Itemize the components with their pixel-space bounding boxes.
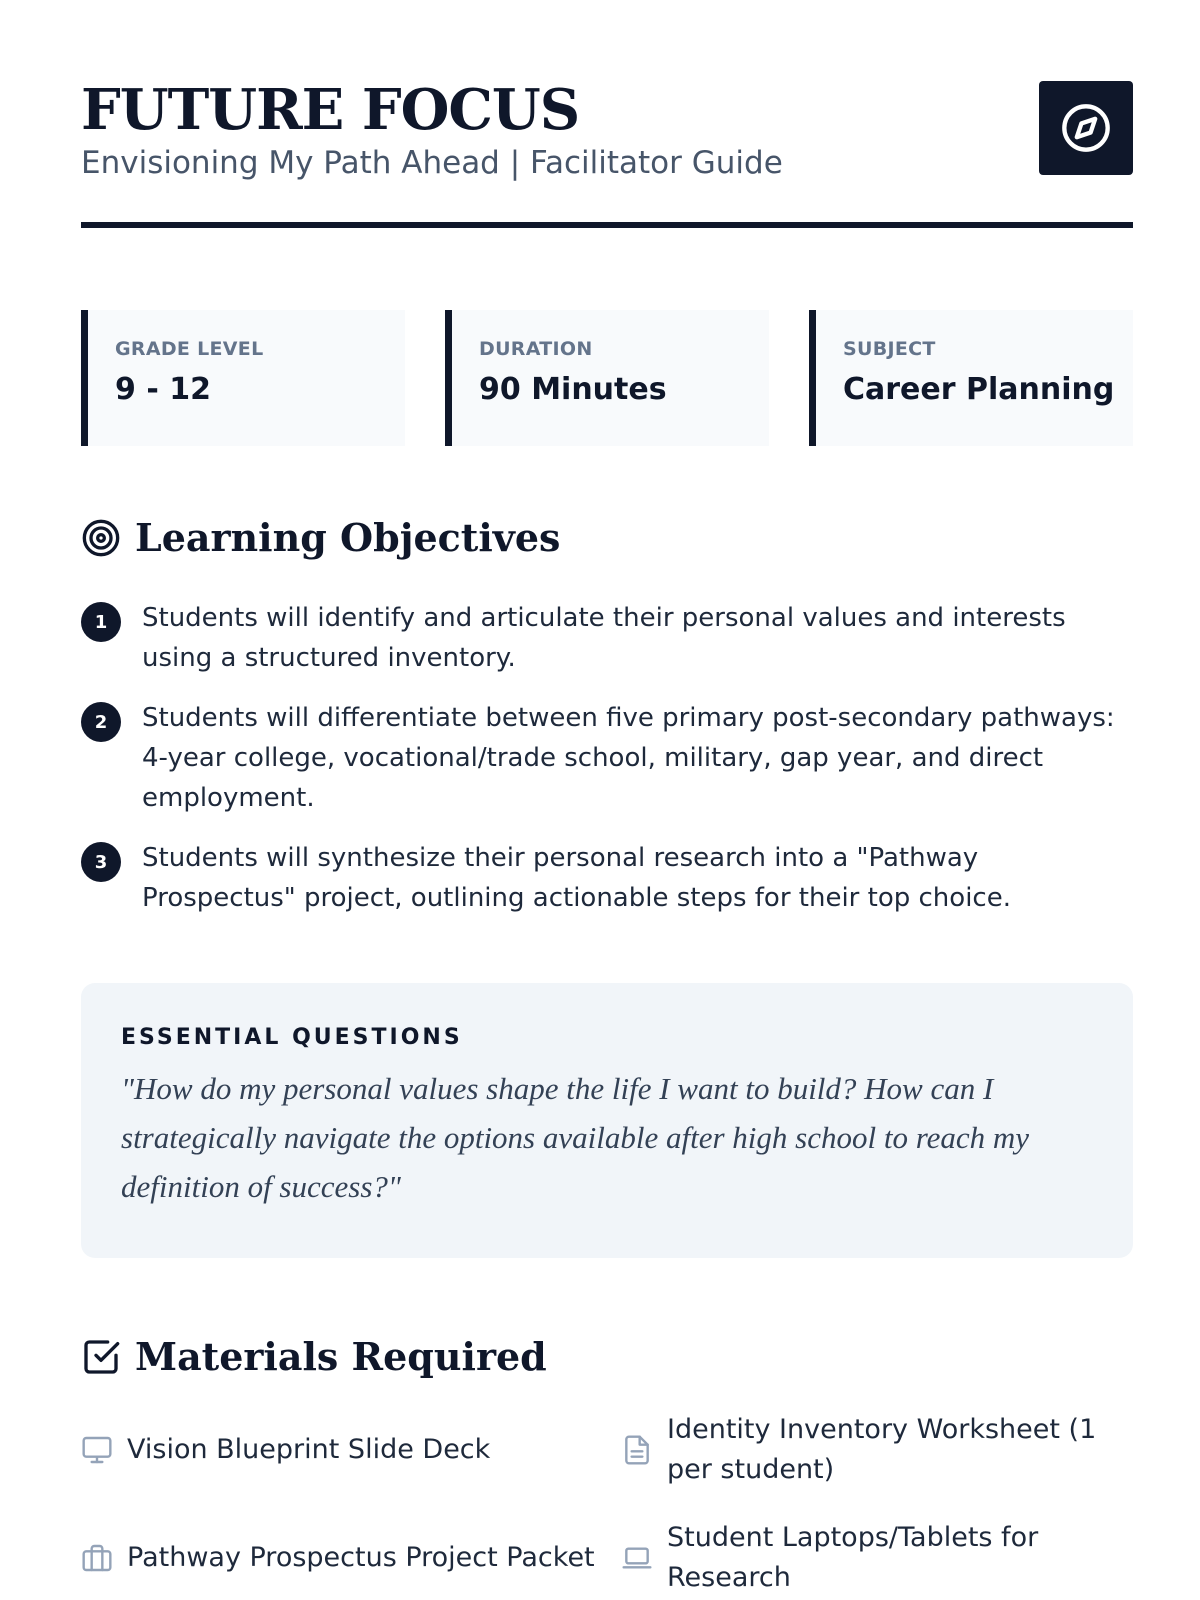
page-subtitle: Envisioning My Path Ahead | Facilitator Guide	[81, 145, 783, 181]
material-label: Pathway Prospectus Project Packet	[127, 1542, 595, 1573]
number-badge: 1	[81, 602, 121, 642]
card-label: DURATION	[479, 338, 593, 360]
laptop-icon	[621, 1542, 653, 1574]
page-header	[81, 77, 1133, 182]
objectives-heading	[81, 515, 560, 560]
monitor-icon	[81, 1434, 113, 1466]
grade-level-card	[81, 310, 405, 446]
card-value: 90 Minutes	[479, 372, 667, 407]
list-item	[81, 838, 1133, 918]
materials-heading	[81, 1334, 547, 1379]
document-icon	[621, 1434, 653, 1466]
compass-icon	[1060, 102, 1112, 154]
subject-card	[809, 310, 1133, 446]
card-label: SUBJECT	[843, 338, 936, 360]
material-item	[81, 1538, 621, 1578]
essential-questions-quote: "How do my personal values shape the life I want to build? How can I strategically navigate the options available after high school to reach my definition of success?"	[121, 1071, 1030, 1204]
material-item	[621, 1410, 1133, 1490]
checkbox-icon	[81, 1337, 121, 1377]
page-title: FUTURE FOCUS	[81, 77, 580, 143]
card-value: Career Planning	[843, 372, 1115, 407]
info-cards	[81, 310, 1133, 446]
target-icon	[81, 518, 121, 558]
material-item	[621, 1518, 1133, 1598]
objectives-list	[81, 598, 1133, 938]
card-label: GRADE LEVEL	[115, 338, 264, 360]
briefcase-icon	[81, 1542, 113, 1574]
list-item	[81, 598, 1133, 678]
number-badge: 3	[81, 842, 121, 882]
objective-text: Students will identify and articulate their personal values and interests using a structured inventory.	[142, 603, 1066, 673]
list-item	[81, 698, 1133, 818]
material-label: Student Laptops/Tablets for Research	[667, 1522, 1039, 1593]
number-badge: 2	[81, 702, 121, 742]
materials-title: Materials Required	[135, 1334, 547, 1379]
essential-questions-label: ESSENTIAL QUESTIONS	[121, 1025, 463, 1050]
material-label: Identity Inventory Worksheet (1 per student)	[667, 1414, 1097, 1485]
objectives-title: Learning Objectives	[135, 515, 561, 560]
header-divider	[81, 222, 1133, 228]
material-item	[81, 1430, 581, 1470]
essential-questions-box	[81, 983, 1133, 1258]
objective-text: Students will synthesize their personal research into a "Pathway Prospectus" project, outlining actionable steps for their top choice.	[142, 843, 1011, 913]
objective-text: Students will differentiate between five primary post-secondary pathways: 4-year college, vocational/trade school, military, gap year, and direct employment.	[142, 703, 1115, 813]
materials-grid	[81, 1400, 1133, 1600]
duration-card	[445, 310, 769, 446]
material-label: Vision Blueprint Slide Deck	[127, 1434, 491, 1465]
card-value: 9 - 12	[115, 372, 211, 407]
logo-badge	[1039, 81, 1133, 175]
